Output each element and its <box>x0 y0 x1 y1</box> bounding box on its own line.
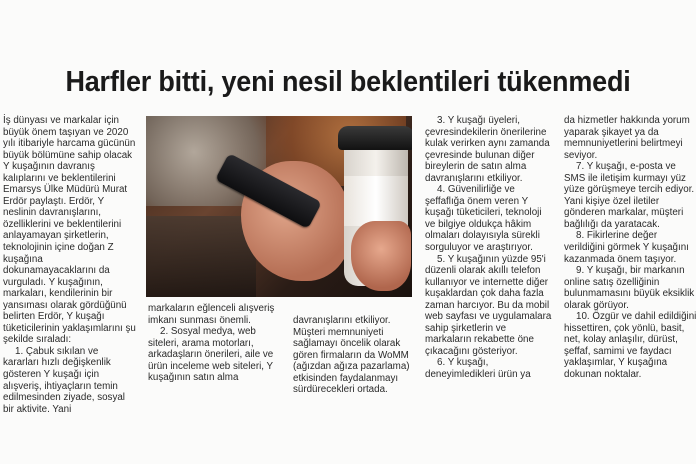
paragraph: da hizmetler hakkında yorum yaparak şikayet ya da memnuniyetlerini belirtmeyi seviyor. <box>564 115 690 161</box>
paragraph: markaların eğlenceli alışveriş imkanı sunması önemli. <box>148 303 275 326</box>
paragraph: 6. Y kuşağı, deneyimledikleri ürün ya <box>425 357 531 381</box>
paragraph: 10. Özgür ve dahil edildiğini hissettiren, çok yönlü, basit, net, kolay anlaşılır, dürüst, şeffaf, samimi ve faydacı yaklaşımlar, Y kuşağına dokunan noktalar. <box>564 311 696 381</box>
text-column-2 <box>148 303 283 384</box>
paragraph: 1. Çabuk sıkılan ve kararları hızlı değişkenlik gösteren Y kuşağı için alışveriş, ihtiyaçların temin edilmesinden ziyade, sosyal bir aktivite. Yani <box>3 345 125 415</box>
paragraph: 7. Y kuşağı, e-posta ve SMS ile iletişim kurmayı yüz yüze görüşmeye tercih ediyor. Yani kişiye özel iletiler gönderen markalar, müşteri bağlılığı da yaratacak. <box>564 161 695 230</box>
paragraph: 8. Fikirlerine değer verildiğini görmek Y kuşağını kazanmada önem taşıyor. <box>564 230 689 265</box>
paragraph: 2. Sosyal medya, web siteleri, arama motorları, arkadaşların önerileri, aile ve ürün inceleme web siteleri, Y kuşağının satın alma <box>148 326 274 384</box>
text-column-1 <box>3 115 136 415</box>
text-column-5 <box>564 115 696 381</box>
text-column-3 <box>293 315 415 396</box>
paragraph: davranışlarını etkiliyor. Müşteri memnuniyeti sağlamayı öncelik olarak gören firmaların da WoMM (ağızdan ağıza pazarlama) etkisinden faydalanmayı sürdürecekleri ortada. <box>293 315 410 396</box>
paragraph: İş dünyası ve markalar için büyük önem taşıyan ve 2020 yılı itibariyle harcama gücünün büyük bölümüne sahip olacak Y kuşağının davranış kalıplarını ve beklentilerini Emarsys Ülke Müdürü Murat Erdör paylaştı. Erdör, Y neslinin davranışlarını, özelliklerini ve beklentilerini anlayamayan şirketlerin, teknolojinin içine doğan Z kuşağına dokunamayacaklarını da vurguladı. Y kuşağının, markaları, kendilerinin bir yansıması olarak gördüğünü belirten Erdör, Y kuşağı tüketicilerinin yaklaşımlarını şu şekilde sıraladı: <box>3 115 136 346</box>
paragraph: 4. Güvenilirliğe ve şeffaflığa önem veren Y kuşağı tüketicileri, teknoloji ve bilgiye oldukça hâkim olmaları dolayısıyla sürekli sorguluyor ve araştırıyor. <box>425 184 542 254</box>
paragraph: 9. Y kuşağı, bir markanın online satış özelliğinin bulunmamasını büyük eksiklik olarak görüyor. <box>564 265 695 311</box>
paragraph: 5. Y kuşağının yüzde 95'i düzenli olarak akıllı telefon kullanıyor ve internette diğer kuşaklardan çok daha fazla zaman harcıyor. Bu da mobil web sayfası ve uygulamalara sahip şirketlerin ve markaların rekabette öne çıkacağını gösteriyor. <box>425 253 552 357</box>
article-headline: Harfler bitti, yeni nesil beklentileri tükenmedi <box>65 66 631 98</box>
text-column-4 <box>425 115 552 381</box>
paragraph: 3. Y kuşağı üyeleri, çevresindekilerin önerilerine kulak verirken aynı zamanda çevresinde bulunan diğer bireylerin de satın alma davranışlarını etkiliyor. <box>425 115 550 184</box>
article-photo <box>146 116 412 297</box>
